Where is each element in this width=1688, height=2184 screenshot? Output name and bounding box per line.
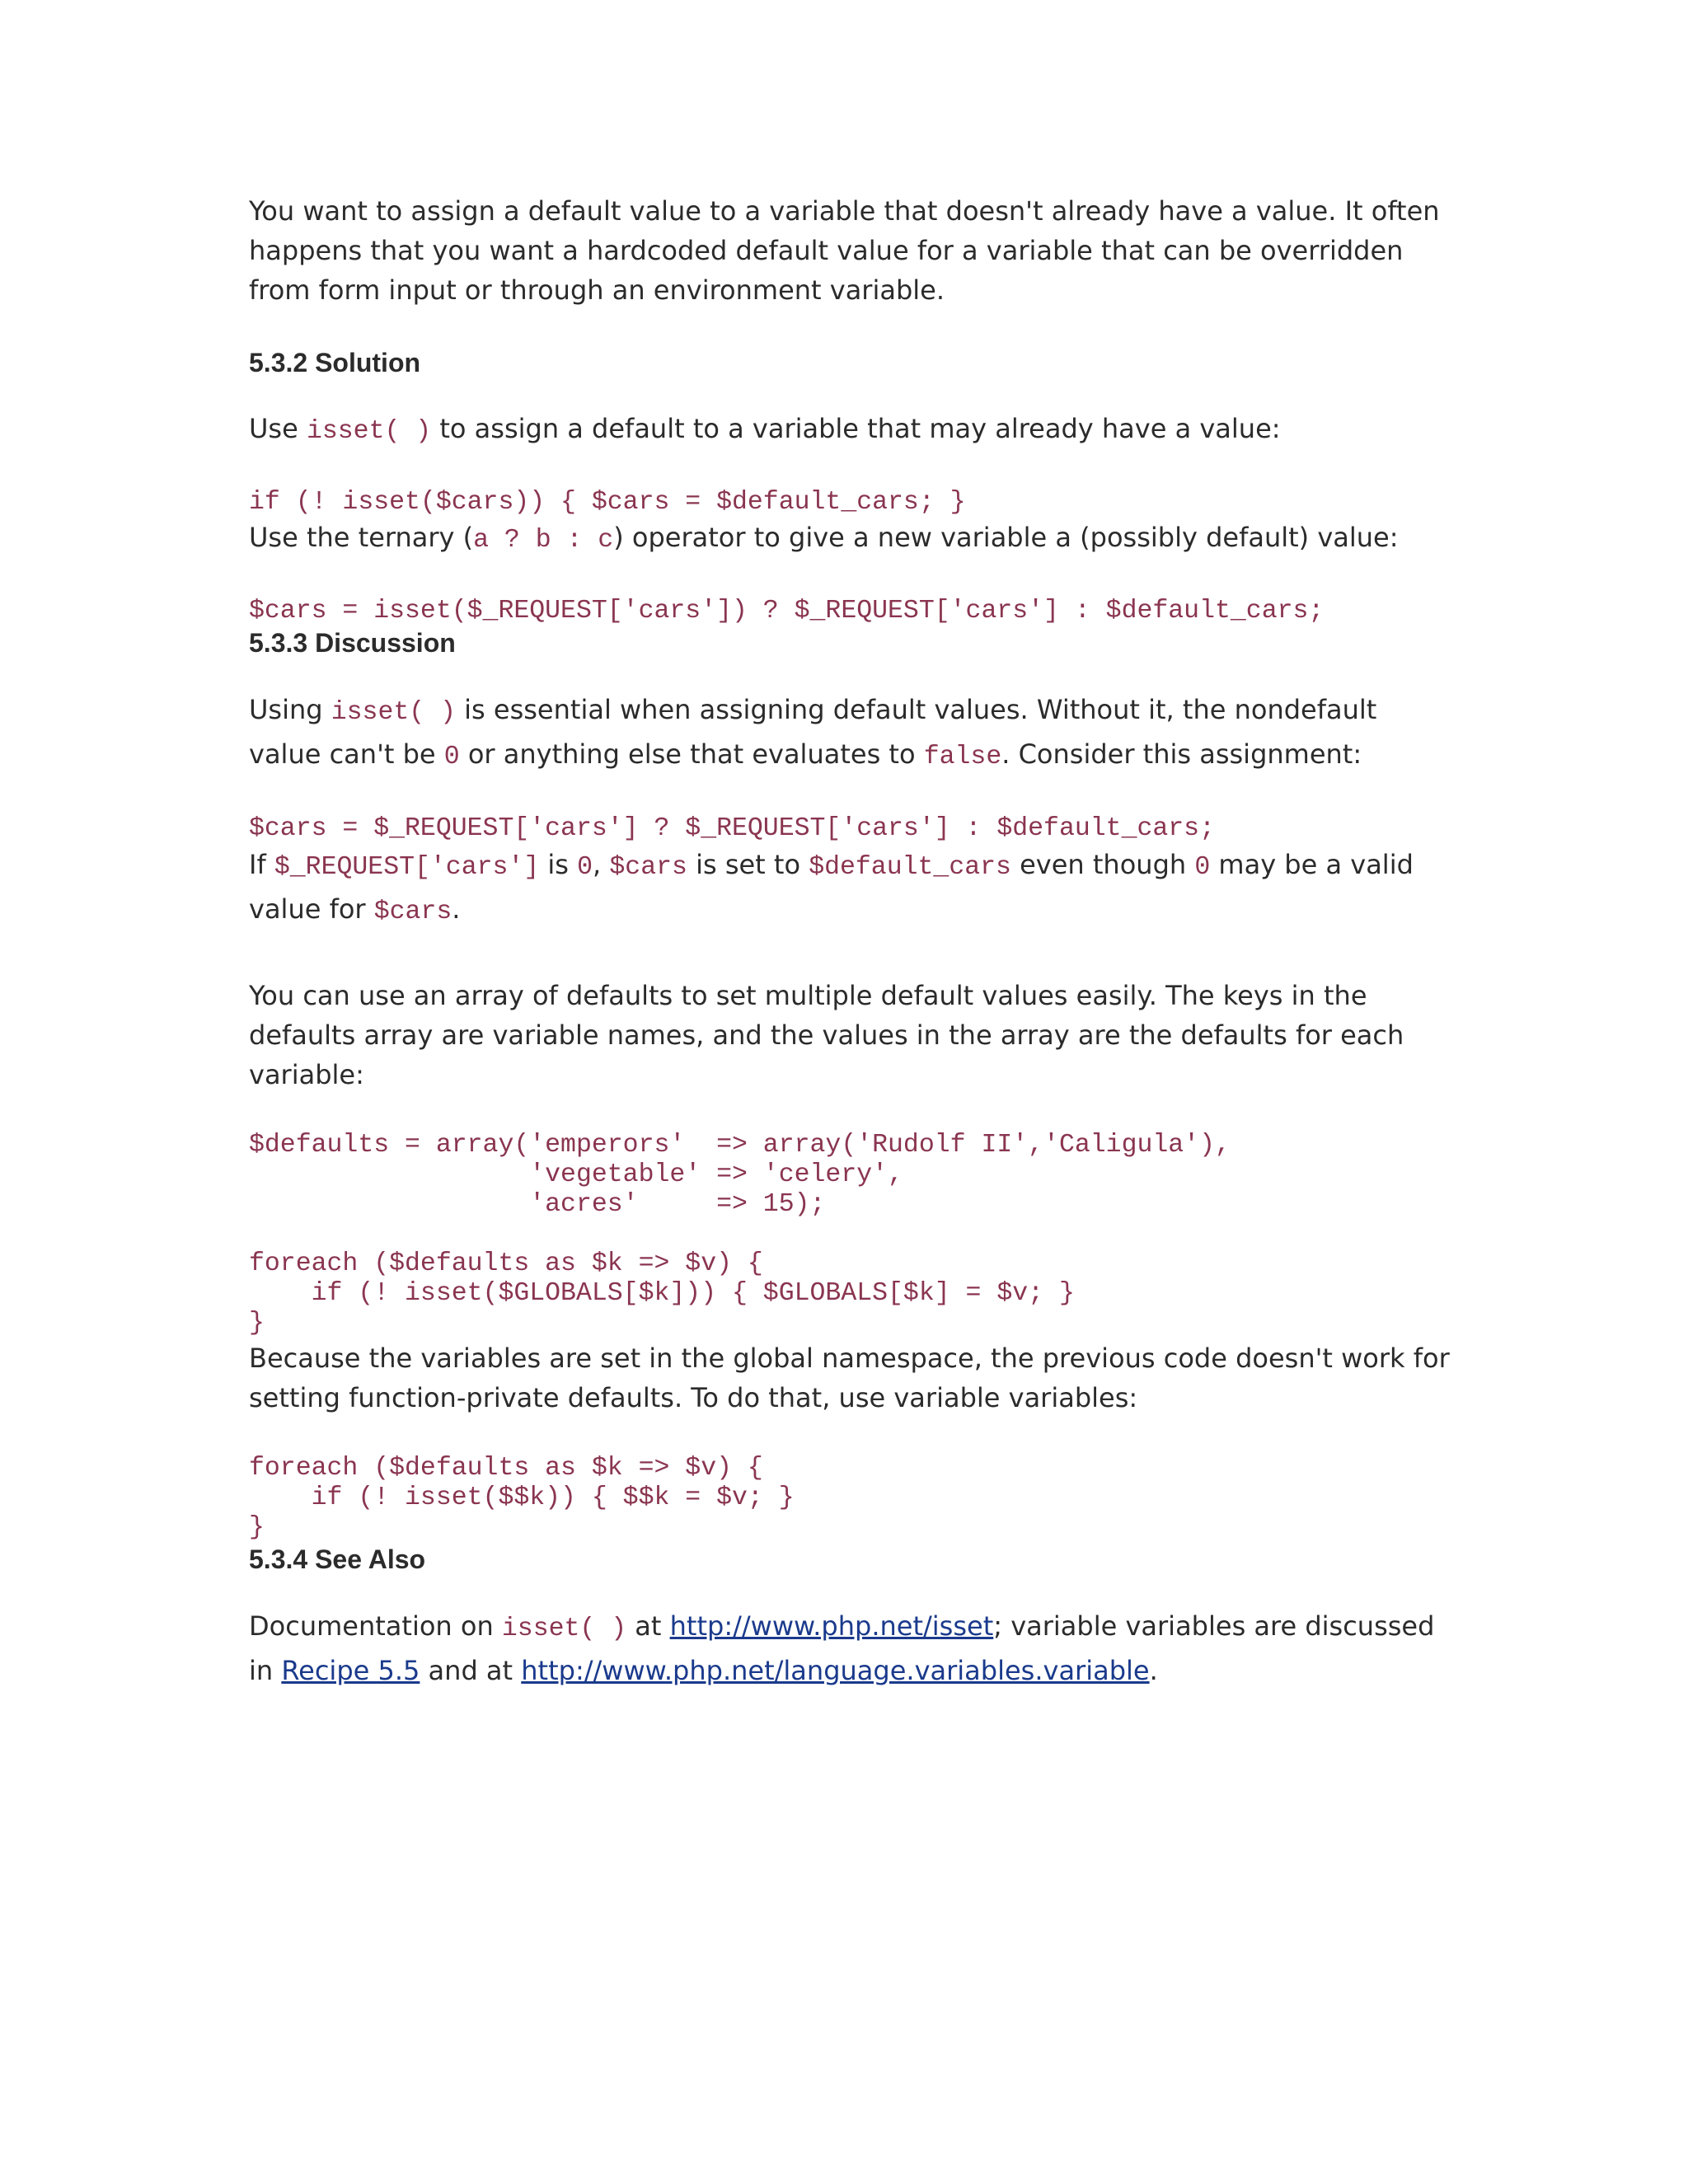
php-variable-variables-link[interactable]: http://www.php.net/language.variables.variable xyxy=(521,1655,1150,1686)
document-page xyxy=(249,191,1452,1692)
text: is essential when assigning default values. Without it, the nondefault value can't be xyxy=(249,694,1377,770)
discussion-paragraph-1 xyxy=(249,689,1452,778)
inline-code: isset( ) xyxy=(306,417,432,446)
discussion-paragraph-4: Because the variables are set in the global namespace, the previous code doesn't work for setting function-private defaults. To do that, use variable variables: xyxy=(249,1343,1450,1413)
inline-code: $default_cars xyxy=(809,853,1011,882)
text: Documentation on xyxy=(249,1610,502,1642)
text: ) operator to give a new variable a (possibly default) value: xyxy=(613,522,1399,553)
text: . xyxy=(1149,1655,1158,1686)
text: Use xyxy=(249,413,307,444)
text: or anything else that evaluates to xyxy=(459,738,924,770)
text: may be a valid value for xyxy=(249,849,1414,925)
inline-code: 0 xyxy=(1194,853,1211,882)
text: If xyxy=(249,849,274,880)
inline-code: isset( ) xyxy=(501,1615,627,1643)
inline-code: isset( ) xyxy=(331,698,456,727)
text: is set to xyxy=(687,849,809,880)
solution-code-2: $cars = isset($_REQUEST['cars']) ? $_REQUEST['cars'] : $default_cars; xyxy=(249,597,1325,626)
php-isset-link[interactable]: http://www.php.net/isset xyxy=(669,1610,994,1642)
solution-paragraph-2 xyxy=(249,518,1452,560)
text: even though xyxy=(1010,849,1195,880)
solution-code-1: if (! isset($cars)) { $cars = $default_cars; } xyxy=(249,488,966,517)
text: and at xyxy=(420,1655,522,1686)
see-also-heading: 5.3.4 See Also xyxy=(249,1544,426,1574)
recipe-5-5-link[interactable]: Recipe 5.5 xyxy=(281,1655,420,1686)
inline-code: false xyxy=(923,743,1002,771)
text: is xyxy=(539,849,578,880)
text: Using xyxy=(249,694,331,725)
discussion-paragraph-3: You can use an array of defaults to set multiple default values easily. The keys in the defaults array are variable names, and the values in the array are the defaults for each variable: xyxy=(249,980,1404,1090)
text: . Consider this assignment: xyxy=(1001,738,1362,770)
inline-code: $cars xyxy=(373,898,452,926)
see-also-paragraph xyxy=(249,1605,1452,1692)
text: to assign a default to a variable that may already have a value: xyxy=(431,413,1281,444)
inline-code: a ? b : c xyxy=(473,526,614,555)
inline-code: 0 xyxy=(443,743,460,771)
inline-code: $cars xyxy=(609,853,687,882)
text: ; variable variables are discussed in xyxy=(249,1610,1435,1686)
intro-paragraph: You want to assign a default value to a variable that doesn't already have a value. It often happens that you want a hardcoded default value for a variable that can be overridden from form input or through an environment variable. xyxy=(249,195,1440,306)
inline-code: 0 xyxy=(577,853,593,882)
discussion-heading: 5.3.3 Discussion xyxy=(249,628,456,658)
discussion-code-1: $cars = $_REQUEST['cars'] ? $_REQUEST['cars'] : $default_cars; xyxy=(249,814,1215,843)
text: at xyxy=(626,1610,670,1642)
text: , xyxy=(593,849,610,880)
text: Use the ternary ( xyxy=(249,522,474,553)
solution-paragraph-1 xyxy=(249,409,1452,452)
discussion-code-2: $defaults = array('emperors' => array('Rudolf II','Caligula'), 'vegetable' => 'celery', 'acres' => 15); foreach ($defaults as $k => $v) { if (! isset($GLOBALS[$k])) { $GLOBALS[$k] = $v; } } xyxy=(249,1131,1231,1338)
discussion-code-3: foreach ($defaults as $k => $v) { if (! isset($$k)) { $$k = $v; } } xyxy=(249,1454,795,1542)
text: . xyxy=(452,893,461,925)
discussion-paragraph-2 xyxy=(249,844,1452,933)
solution-heading: 5.3.2 Solution xyxy=(249,348,421,377)
inline-code: $_REQUEST['cars'] xyxy=(274,853,540,882)
